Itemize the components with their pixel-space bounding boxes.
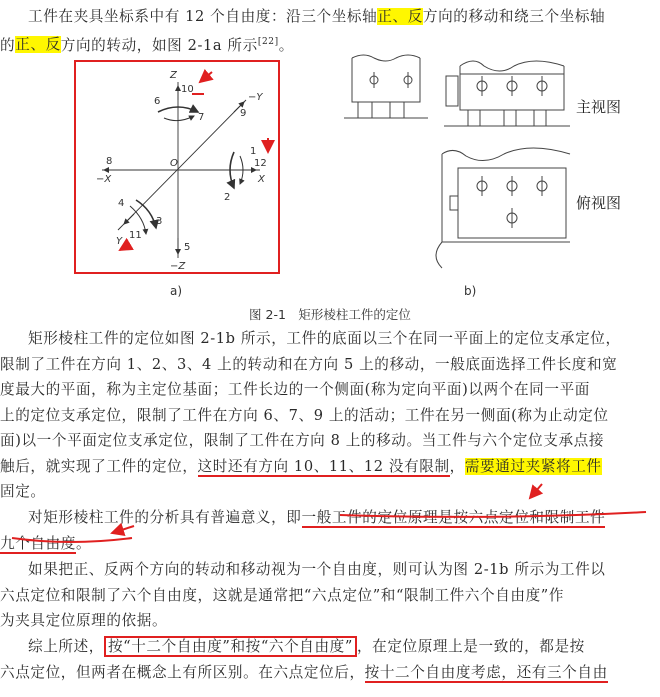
label-12: 12	[254, 158, 267, 169]
text-span: 的	[0, 36, 16, 54]
label-5: 5	[184, 242, 191, 253]
red-arrow-icon	[530, 484, 542, 498]
paragraph-summary	[0, 634, 660, 685]
label-neg-z: −Z	[170, 261, 186, 272]
label-4: 4	[118, 198, 125, 209]
highlight-positive-negative: 正、反	[377, 8, 423, 25]
label-6: 6	[154, 96, 161, 107]
label-neg-y: −Y	[248, 92, 263, 103]
text-line: 六点定位和限制了六个自由度，这就是通常把“六点定位”和“限制工件六个自由度”作	[0, 586, 565, 604]
red-underline	[12, 538, 132, 542]
text-line	[0, 634, 660, 660]
label-origin: O	[170, 158, 178, 169]
highlight-clamping: 需要通过夹紧将工件	[464, 457, 602, 475]
label-9: 9	[240, 108, 247, 119]
text-line: 度最大的平面，称为主定位基面；工件长边的一个侧面(称为定向平面)以两个在同一平面	[0, 381, 590, 398]
label-neg-x: −X	[96, 174, 112, 185]
underlined-nine-dof: 九个自由度	[0, 534, 76, 552]
text-span: 。	[278, 36, 294, 54]
label-7: 7	[198, 112, 205, 123]
text-line: 固定。	[0, 483, 46, 500]
top-view-label: 俯视图	[576, 194, 622, 212]
front-view-label: 主视图	[576, 98, 622, 116]
reference-mark: [22]	[257, 36, 279, 47]
highlight-positive-negative: 正、反	[15, 36, 61, 54]
red-arrow-icon	[112, 526, 134, 533]
label-2: 2	[224, 192, 231, 203]
figure-b-label: b)	[464, 284, 477, 298]
paragraph-six-point	[0, 557, 660, 634]
text-span: 。	[75, 534, 92, 552]
figure-caption: 图 2-1 矩形棱柱工件的定位	[249, 307, 411, 322]
underlined-general-principle: 一般工件的定位原理是按六点定位和限制工件	[301, 509, 606, 526]
label-3: 3	[156, 216, 163, 227]
text-span: 方向的移动和绕三个坐标轴	[422, 8, 606, 25]
text-span: ，	[449, 457, 465, 475]
underlined-twelve-dof: 按十二个自由度考虑，还有三个自由	[364, 663, 608, 681]
text-line: 面)以一个平面定位支承定位，限制了工件在方向 8 上的移动。当工件与六个定位支承点接	[0, 432, 605, 449]
label-11: 11	[129, 230, 142, 241]
label-y: Y	[116, 236, 123, 247]
text-span: 综上所述，	[28, 638, 104, 655]
underlined-unrestricted-directions: 这时还有方向 10、11、12 没有限制	[197, 457, 450, 475]
text-line: 上的定位支承定位，限制了工件在方向 6、7、9 上的活动；工件在另一侧面(称为止动定位	[0, 406, 609, 424]
text-line: 如果把正、反两个方向的转动和移动视为一个自由度，则可认为图 2-1b 所示为工件以	[28, 561, 606, 578]
text-span: 工件在夹具坐标系中有 12 个自由度：沿三个坐标轴	[28, 8, 378, 25]
label-8: 8	[106, 156, 113, 167]
text-span: 触后，就实现了工件的定位，	[0, 457, 198, 475]
boxed-dof-comparison: 按“十二个自由度”和按“六个自由度”	[104, 636, 357, 657]
figure-a-label: a)	[170, 284, 183, 298]
text-span: ，在定位原理上是一致的，都是按	[356, 638, 585, 655]
text-span: 对矩形棱柱工件的分析具有普遍意义，即	[28, 509, 302, 526]
text-span: 六点定位，但两者在概念上有所区别。在六点定位后，	[0, 663, 365, 681]
red-underline	[340, 512, 646, 517]
text-line: 为夹具定位原理的依据。	[0, 612, 168, 629]
label-z: Z	[170, 70, 177, 81]
label-10: 10	[181, 84, 194, 95]
text-line: 矩形棱柱工件的定位如图 2-1b 所示，工件的底面以三个在同一平面上的定位支承定位，	[28, 330, 621, 347]
text-line: 限制了工件在方向 1、2、3、4 上的转动和在方向 5 上的移动，一般底面选择工件长度和宽	[0, 355, 618, 373]
text-span: 方向的转动，如图 2-1a 所示	[60, 36, 258, 54]
label-x: X	[258, 174, 265, 185]
label-1: 1	[250, 146, 257, 157]
text-line	[0, 660, 660, 686]
